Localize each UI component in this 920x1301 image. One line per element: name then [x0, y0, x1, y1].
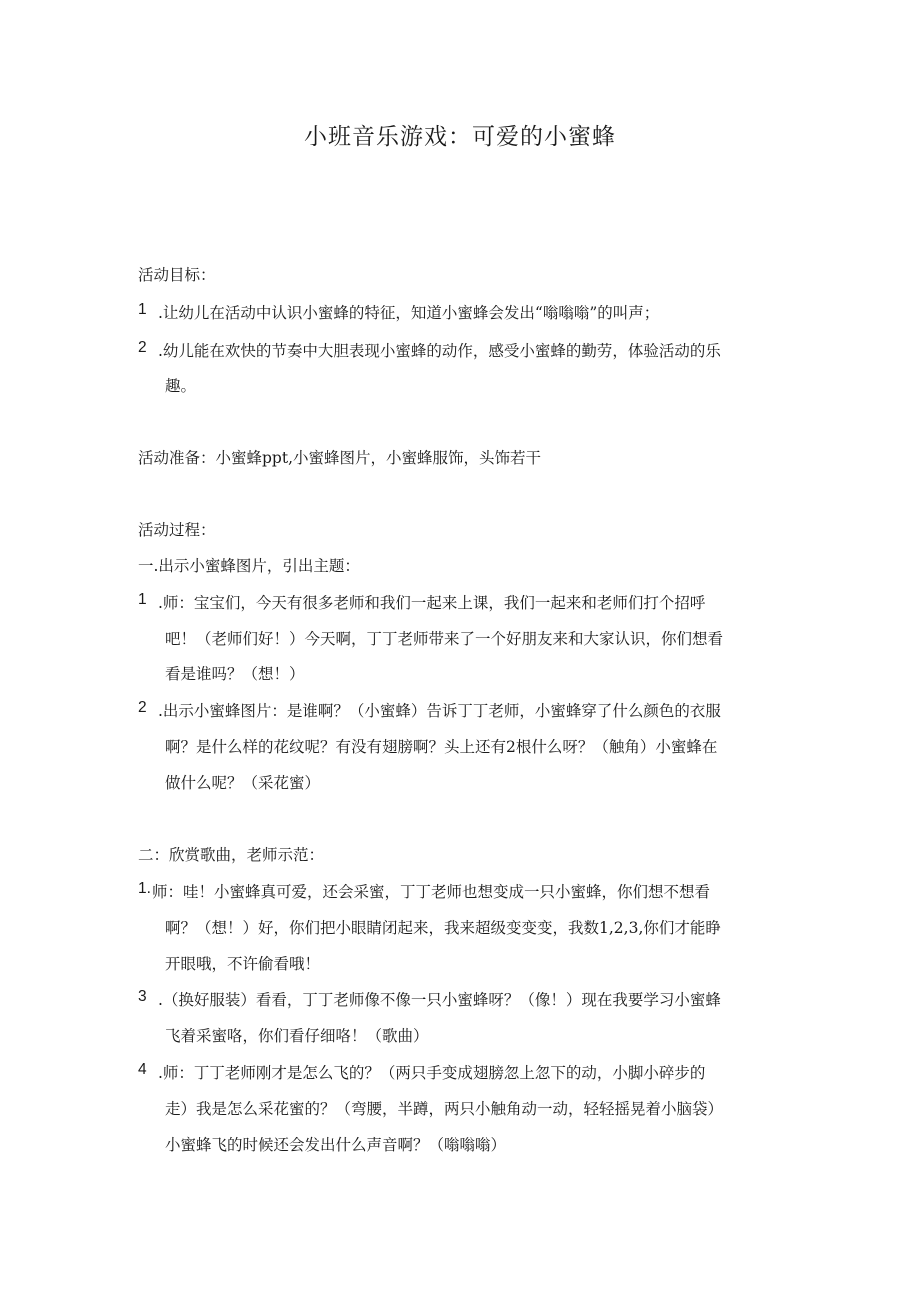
- part1-item2-number: 2: [138, 699, 147, 716]
- goal-1-line-1: .让幼儿在活动中认识小蜜蜂的特征，知道小蜜蜂会发出“嗡嗡嗡”的叫声；: [158, 304, 660, 322]
- part2-item1-number: 1.: [138, 880, 151, 897]
- part2-item3-line-2: 飞着采蜜咯，你们看仔细咯！（歌曲）: [165, 1027, 429, 1045]
- part1-item2-line-1: .出示小蜜蜂图片：是谁啊？（小蜜蜂）告诉丁丁老师，小蜜蜂穿了什么颜色的衣服: [158, 702, 721, 720]
- part2-item1-line-3: 开眼哦，不许偷看哦！: [165, 955, 321, 973]
- part2-item4-line-1: .师：丁丁老师刚才是怎么飞的？（两只手变成翅膀忽上忽下的动，小脚小碎步的: [158, 1064, 706, 1082]
- part2-heading: 二：欣赏歌曲，老师示范：: [138, 846, 325, 864]
- part1-heading: 一.出示小蜜蜂图片，引出主题：: [138, 557, 360, 575]
- preparation-line: 活动准备：小蜜蜂ppt,小蜜蜂图片，小蜜蜂服饰，头饰若干: [138, 449, 542, 467]
- part1-item1-number: 1: [138, 591, 147, 608]
- process-heading: 活动过程：: [138, 521, 216, 539]
- part1-item1-line-2: 吧！（老师们好！）今天啊，丁丁老师带来了一个好朋友来和大家认识，你们想看: [165, 630, 724, 648]
- part1-item2-line-3: 做什么呢？（采花蜜）: [165, 774, 321, 792]
- document-title: 小班音乐游戏：可爱的小蜜蜂: [304, 124, 616, 150]
- part2-item1-line-1: 师：哇！小蜜蜂真可爱，还会采蜜，丁丁老师也想变成一只小蜜蜂，你们想不想看: [152, 883, 711, 901]
- goal-2-line-2: 趣。: [165, 377, 197, 395]
- goal-1-number: 1: [138, 301, 147, 318]
- part2-item4-line-2: 走）我是怎么采花蜜的？（弯腰，半蹲，两只小触角动一动，轻轻摇晃着小脑袋）: [165, 1100, 724, 1118]
- goals-heading: 活动目标：: [138, 266, 216, 284]
- part1-item1-line-1: .师：宝宝们，今天有很多老师和我们一起来上课，我们一起来和老师们打个招呼: [158, 594, 706, 612]
- part1-item1-line-3: 看是谁吗？（想！）: [165, 665, 305, 683]
- goal-2-number: 2: [138, 339, 147, 356]
- part2-item4-line-3: 小蜜蜂飞的时候还会发出什么声音啊？（嗡嗡嗡）: [165, 1136, 507, 1154]
- part2-item4-number: 4: [138, 1061, 147, 1078]
- part2-item3-line-1: .（换好服装）看看，丁丁老师像不像一只小蜜蜂呀？（像！）现在我要学习小蜜蜂: [158, 991, 721, 1009]
- part1-item2-line-2: 啊？是什么样的花纹呢？有没有翅膀啊？头上还有2根什么呀？（触角）小蜜蜂在: [165, 738, 718, 756]
- part2-item1-line-2: 啊？（想！）好，你们把小眼睛闭起来，我来超级变变变，我数1,2,3,你们才能睁: [165, 919, 721, 937]
- part2-item3-number: 3: [138, 988, 147, 1005]
- goal-2-line-1: .幼儿能在欢快的节奏中大胆表现小蜜蜂的动作，感受小蜜蜂的勤劳，体验活动的乐: [158, 342, 721, 360]
